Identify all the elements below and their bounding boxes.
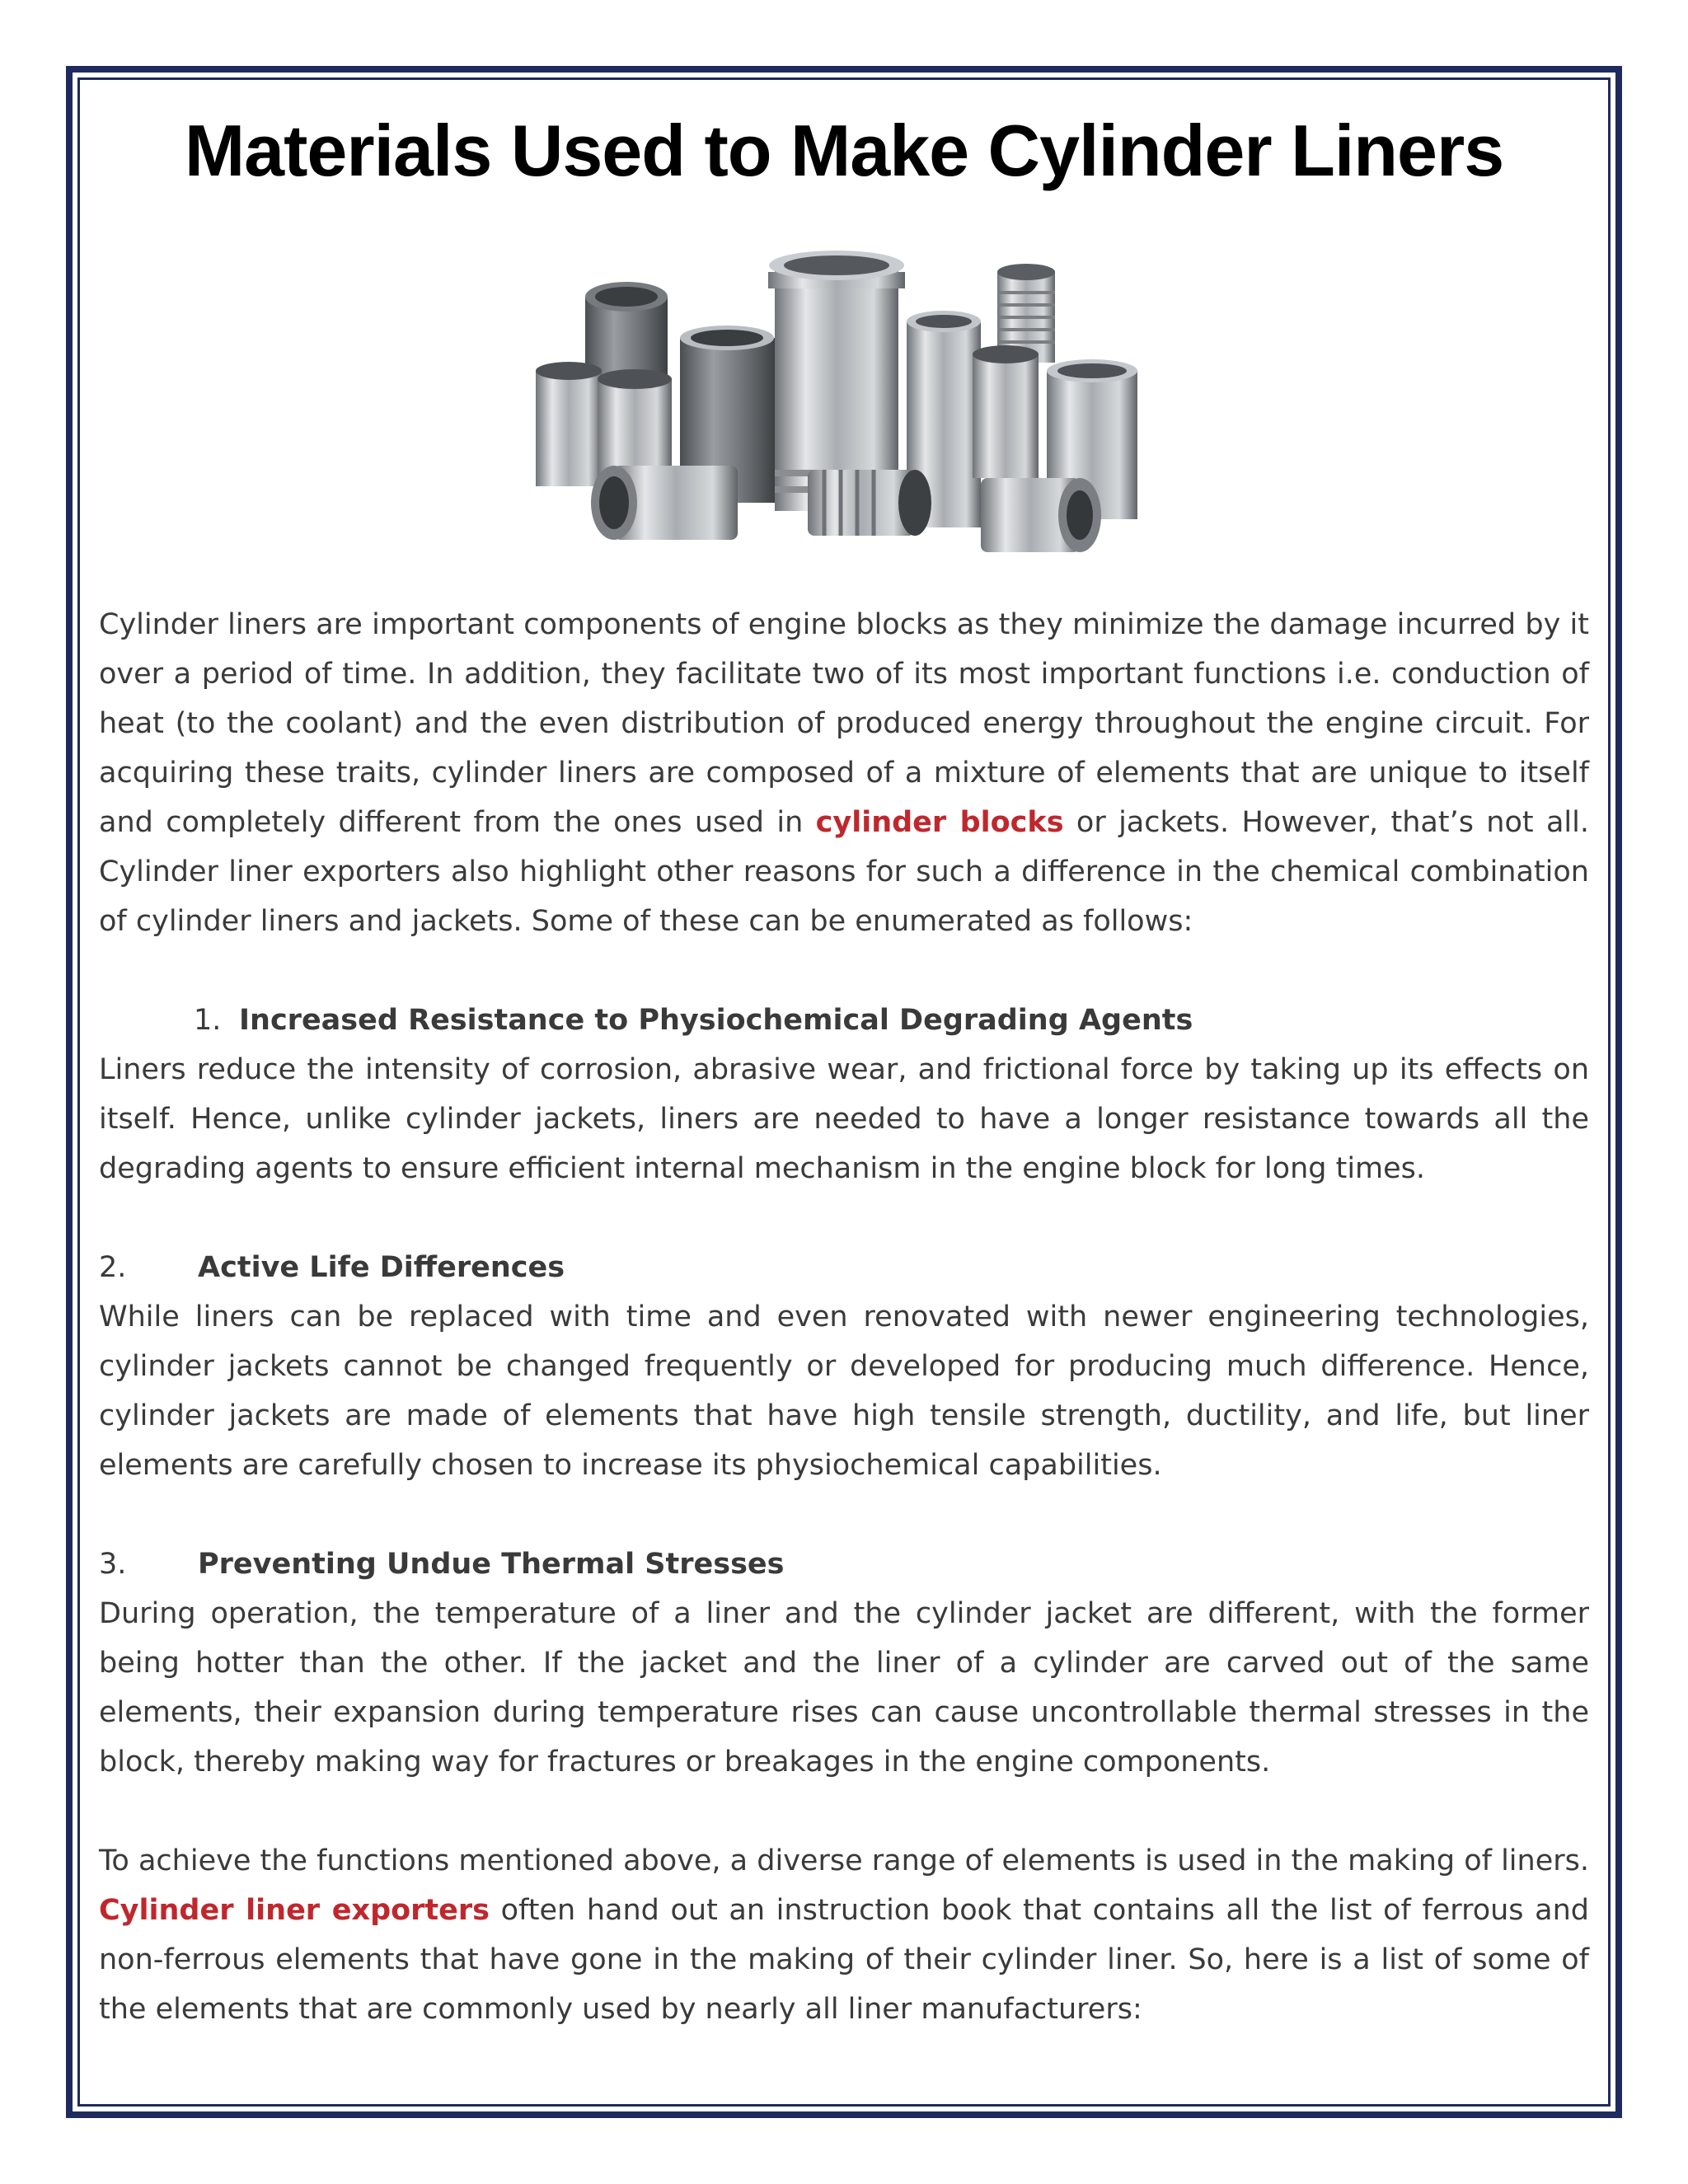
list-item-heading-3: [99, 1540, 1589, 1589]
list-number: 3.: [99, 1548, 127, 1581]
intro-text-2: or jackets. However, that’s not all. Cylinder liner exporters also highlight other reasons for such a difference in the chemical combination of cylinder liners and jackets. Some of these can be enumerated as follows:: [99, 806, 1589, 938]
cylinder-liners-photo: [536, 247, 1162, 560]
intro-text-1: Cylinder liners are important components of engine blocks as they minimize the damage incurred by it over a period of time. In addition, they facilitate two of its most important functions i.e. conduction of heat (to the coolant) and the even distribution of produced energy throughout the engine circuit. For acquiring these traits, cylinder liners are composed of a mixture of elements that are unique to itself and completely different from the ones used in: [99, 608, 1589, 839]
list-number: 1.: [194, 1004, 222, 1037]
list-number: 2.: [99, 1251, 127, 1284]
list-item-heading-1: [99, 996, 1589, 1045]
closing-paragraph: [99, 1836, 1589, 2034]
cylinder-blocks-link[interactable]: cylinder blocks: [815, 806, 1064, 839]
cylinder-liner-exporters-link[interactable]: Cylinder liner exporters: [99, 1894, 490, 1927]
list-heading: Preventing Undue Thermal Stresses: [198, 1548, 785, 1581]
list-item-heading-2: [99, 1243, 1589, 1292]
closing-text-1: To achieve the functions mentioned above, a diverse range of elements is used in the making of liners.: [99, 1844, 1589, 1877]
closing-text-2: often hand out an instruction book that contains all the list of ferrous and non-ferrous elements that have gone in the making of their cylinder liner. So, here is a list of some of the elements that are commonly used by nearly all liner manufacturers:: [99, 1894, 1590, 2026]
list-heading: Active Life Differences: [198, 1251, 565, 1284]
page-title: Materials Used to Make Cylinder Liners: [184, 110, 1504, 191]
list-item-text-1: Liners reduce the intensity of corrosion, abrasive wear, and frictional force by taking up its effects on itself. Hence, unlike cylinder jackets, liners are needed to have a longer resistance towards all the degrading agents to ensure efficient internal mechanism in the engine block for long times.: [99, 1053, 1589, 1185]
list-heading: Increased Resistance to Physiochemical Degrading Agents: [239, 1004, 1193, 1037]
list-item-text-2: While liners can be replaced with time and even renovated with newer engineering technologies, cylinder jackets cannot be changed frequently or developed for producing much difference. Hence, cylinder jackets are made of elements that have high tensile strength, ductility, and life, but liner elements are carefully chosen to increase its physiochemical capabilities.: [99, 1301, 1589, 1482]
list-item-text-3: During operation, the temperature of a liner and the cylinder jacket are different, with the former being hotter than the other. If the jacket and the liner of a cylinder are carved out of the same elements, their expansion during temperature rises can cause uncontrollable thermal stresses in the block, thereby making way for fractures or breakages in the engine components.: [99, 1597, 1589, 1779]
intro-paragraph: [99, 600, 1589, 946]
article-body: [99, 600, 1589, 2034]
